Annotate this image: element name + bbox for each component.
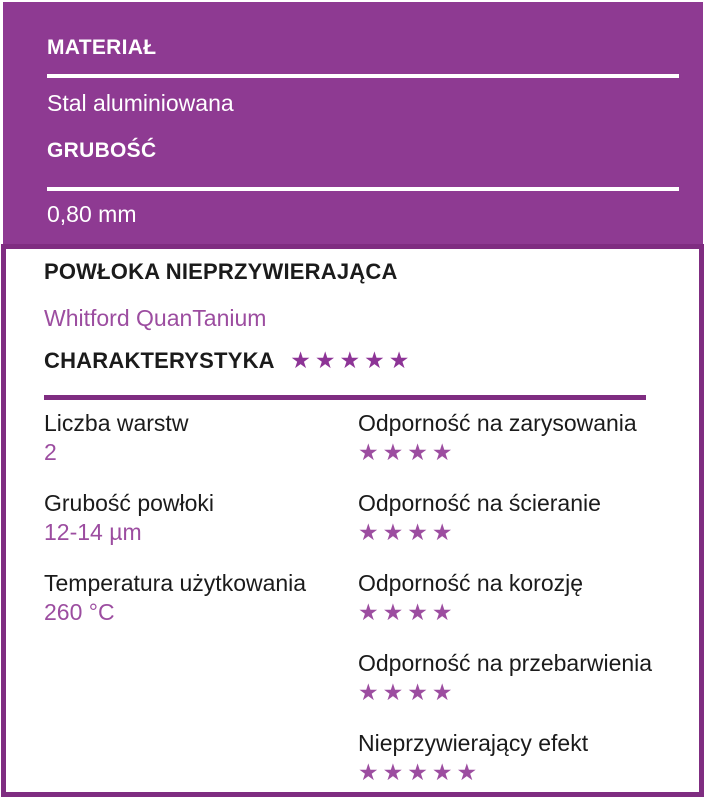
rating-label: Nieprzywierający efekt: [358, 730, 589, 756]
star-rating-icon: ★★★★★: [290, 347, 414, 373]
thickness-divider: [47, 187, 679, 191]
spec-value: 260 °C: [44, 599, 115, 625]
rating-label: Odporność na korozję: [358, 570, 584, 596]
rating-scratch-resistance: [358, 409, 663, 467]
star-rating-icon: ★★★★: [358, 599, 457, 625]
rating-discoloration-resistance: [358, 649, 663, 707]
characteristics-heading: CHARAKTERYSTYKA: [44, 348, 274, 373]
coating-heading: POWŁOKA NIEPRZYWIERAJĄCA: [44, 259, 398, 284]
rating-label: Odporność na przebarwienia: [358, 650, 653, 676]
spec-layers: [44, 409, 349, 467]
rating-label: Odporność na zarysowania: [358, 410, 637, 436]
spec-usage-temperature: [44, 569, 349, 627]
thickness-heading: GRUBOŚĆ: [47, 139, 157, 162]
star-rating-icon: ★★★★: [358, 439, 457, 465]
spec-coating-thickness: [44, 489, 349, 547]
material-section: [3, 2, 703, 244]
thickness-value: 0,80 mm: [47, 201, 137, 227]
coating-brand: Whitford QuanTanium: [44, 305, 267, 331]
rating-abrasion-resistance: [358, 489, 663, 547]
spec-value: 12-14 µm: [44, 519, 142, 545]
rating-corrosion-resistance: [358, 569, 663, 627]
star-rating-icon: ★★★★: [358, 679, 457, 705]
spec-label: Grubość powłoki: [44, 490, 215, 516]
spec-label: Temperatura użytkowania: [44, 570, 307, 596]
star-rating-icon: ★★★★★: [358, 759, 482, 785]
rating-nonstick-effect: [358, 729, 663, 787]
material-heading: MATERIAŁ: [47, 36, 157, 59]
star-rating-icon: ★★★★: [358, 519, 457, 545]
spec-value: 2: [44, 439, 57, 465]
coating-section: [1, 244, 704, 797]
characteristics-heading-row: [44, 347, 413, 374]
characteristics-divider: [44, 395, 646, 400]
material-divider: [47, 74, 679, 78]
material-value: Stal aluminiowana: [47, 90, 234, 116]
rating-label: Odporność na ścieranie: [358, 490, 601, 516]
spec-label: Liczba warstw: [44, 410, 189, 436]
